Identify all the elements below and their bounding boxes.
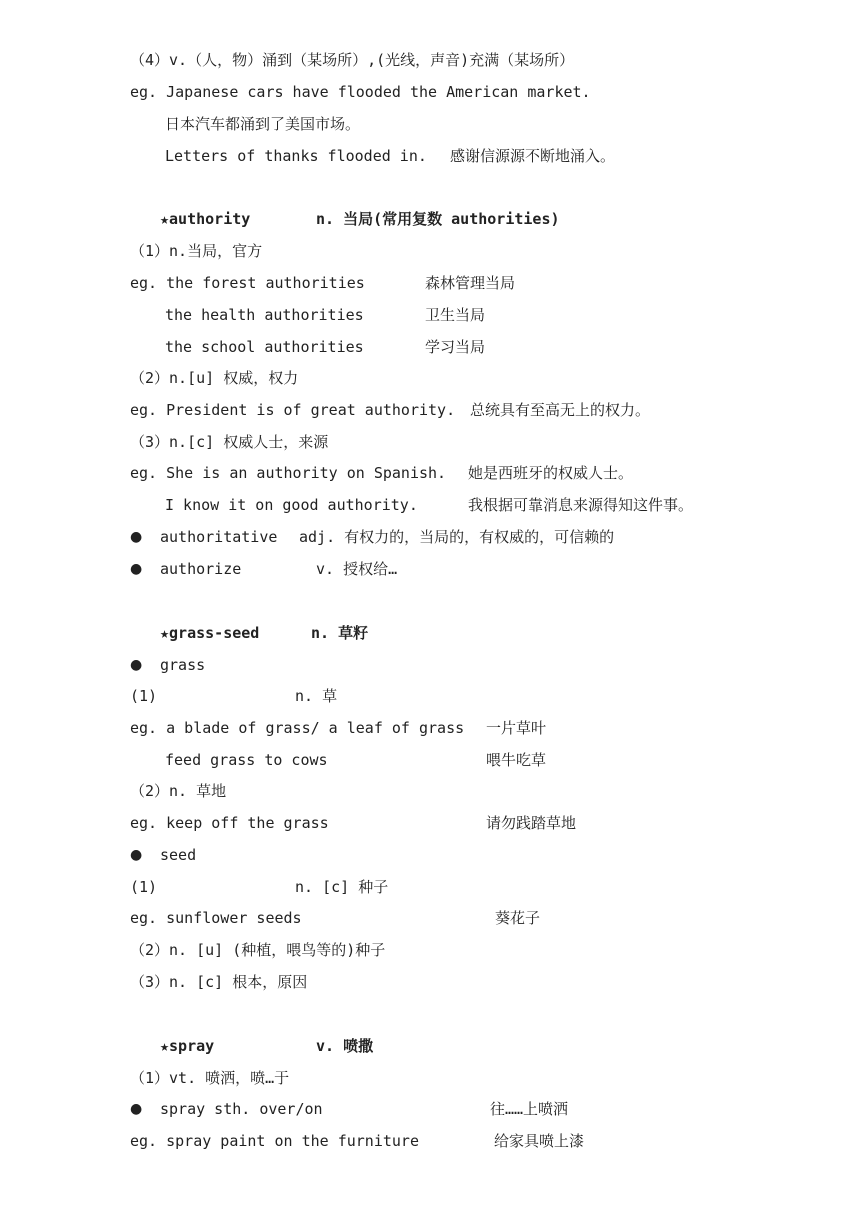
example-en: eg. President is of great authority. (130, 401, 456, 419)
sub-word: grass (160, 656, 206, 674)
sense-number: (1) (130, 878, 158, 896)
derived-def: adj. 有权力的，当局的，有权威的，可信赖的 (299, 528, 615, 546)
example-zh: 葵花子 (495, 909, 541, 927)
entry-headword: ★spray (160, 1037, 215, 1055)
entry-pos: n. 草籽 (311, 624, 369, 642)
example-zh: 学习当局 (425, 338, 486, 356)
example-zh: 给家具喷上漆 (494, 1132, 585, 1150)
sense-def: n. [c] 种子 (295, 878, 389, 896)
sense-line: （2）n. 草地 (130, 782, 227, 800)
phrase-def: 往……上喷洒 (490, 1100, 569, 1118)
example-en: eg. sunflower seeds (130, 909, 302, 927)
entry-pos: n. 当局(常用复数 authorities) (316, 210, 560, 228)
example-en: Letters of thanks flooded in. (165, 147, 427, 165)
example-zh: 卫生当局 (425, 306, 486, 324)
example-en: the health authorities (165, 306, 364, 324)
bullet-icon: ● (130, 657, 143, 673)
phrase: spray sth. over/on (160, 1100, 323, 1118)
example-zh: 感谢信源源不断地涌入。 (450, 147, 616, 165)
sense-line: （1）vt. 喷洒，喷…于 (130, 1069, 290, 1087)
example-zh: 总统具有至高无上的权力。 (470, 401, 651, 419)
entry-headword: ★authority (160, 210, 251, 228)
example-en: eg. She is an authority on Spanish. (130, 464, 447, 482)
sub-word: seed (160, 846, 197, 864)
example-zh: 森林管理当局 (425, 274, 516, 292)
example-zh: 她是西班牙的权威人士。 (468, 464, 634, 482)
derived-word: authoritative (160, 528, 278, 546)
sense-line: （3）n. [c] 根本，原因 (130, 973, 308, 991)
sense-line: （1）n.当局，官方 (130, 242, 263, 260)
entry-headword: ★grass-seed (160, 624, 260, 642)
example-zh: 请勿践踏草地 (486, 814, 577, 832)
sense-number: (1) (130, 687, 158, 705)
example-en: eg. a blade of grass/ a leaf of grass (130, 719, 465, 737)
sense-line: （4）v.（人，物）涌到（某场所）,(光线，声音)充满（某场所） (130, 51, 575, 69)
example-en: eg. spray paint on the furniture (130, 1132, 419, 1150)
example-en: eg. the forest authorities (130, 274, 365, 292)
entry-pos: v. 喷撒 (316, 1037, 374, 1055)
example-en: feed grass to cows (165, 751, 328, 769)
derived-def: v. 授权给… (316, 560, 398, 578)
bullet-icon: ● (130, 561, 143, 577)
bullet-icon: ● (130, 529, 143, 545)
example-zh: 日本汽车都涌到了美国市场。 (165, 115, 361, 133)
example-zh: 喂牛吃草 (486, 751, 547, 769)
example-en: I know it on good authority. (165, 496, 418, 514)
example-en: eg. keep off the grass (130, 814, 329, 832)
bullet-icon: ● (130, 1101, 143, 1117)
example-zh: 我根据可靠消息来源得知这件事。 (468, 496, 694, 514)
derived-word: authorize (160, 560, 242, 578)
sense-line: （2）n. [u] (种植，喂鸟等的)种子 (130, 941, 386, 959)
bullet-icon: ● (130, 847, 143, 863)
example-zh: 一片草叶 (486, 719, 547, 737)
sense-line: （2）n.[u] 权威，权力 (130, 369, 299, 387)
example-en: eg. Japanese cars have flooded the American market. (130, 83, 591, 101)
example-en: the school authorities (165, 338, 364, 356)
sense-line: （3）n.[c] 权威人士，来源 (130, 433, 329, 451)
sense-def: n. 草 (295, 687, 338, 705)
